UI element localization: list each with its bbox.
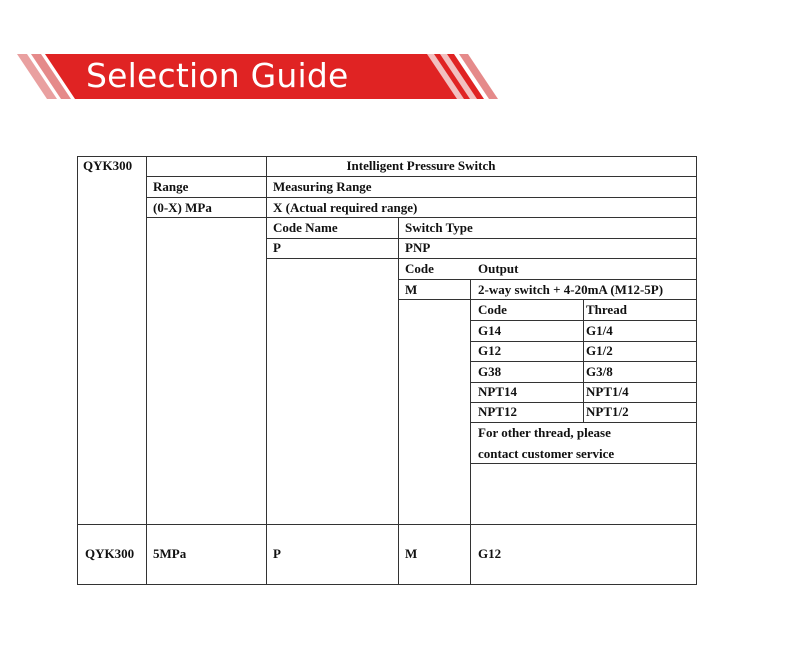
thread-header: Thread <box>586 302 627 317</box>
output-description: 2-way switch + 4-20mA (M12-5P) <box>478 282 664 297</box>
thread-code: G12 <box>478 343 502 358</box>
thread-size: NPT1/4 <box>586 384 629 399</box>
thread-code: G38 <box>478 364 502 379</box>
example-switch: P <box>273 546 281 561</box>
output-code-header: Code <box>405 261 434 276</box>
thread-size: NPT1/2 <box>586 404 629 419</box>
switch-type-header: Switch Type <box>405 220 473 235</box>
output-header: Output <box>478 261 519 276</box>
output-code: M <box>405 282 418 297</box>
example-model: QYK300 <box>85 546 135 561</box>
example-range: 5MPa <box>153 546 187 561</box>
example-output: M <box>405 546 418 561</box>
measuring-range-header: Measuring Range <box>273 179 372 194</box>
range-description: X (Actual required range) <box>273 200 418 215</box>
thread-code: NPT12 <box>478 404 517 419</box>
other-thread-note-line1: For other thread, please <box>478 425 611 440</box>
thread-code: G14 <box>478 323 502 338</box>
model-label: QYK300 <box>83 158 133 173</box>
product-name: Intelligent Pressure Switch <box>346 158 496 173</box>
range-value: (0-X) MPa <box>153 200 212 215</box>
thread-size: G1/4 <box>586 323 613 338</box>
switch-type: PNP <box>405 240 431 255</box>
thread-code: NPT14 <box>478 384 517 399</box>
code-name-header: Code Name <box>273 220 338 235</box>
range-header: Range <box>153 179 189 194</box>
example-thread: G12 <box>478 546 502 561</box>
thread-size: G1/2 <box>586 343 613 358</box>
thread-code-header: Code <box>478 302 507 317</box>
thread-size: G3/8 <box>586 364 613 379</box>
page-title: Selection Guide <box>86 56 349 95</box>
switch-code: P <box>273 240 281 255</box>
other-thread-note-line2: contact customer service <box>478 446 615 461</box>
